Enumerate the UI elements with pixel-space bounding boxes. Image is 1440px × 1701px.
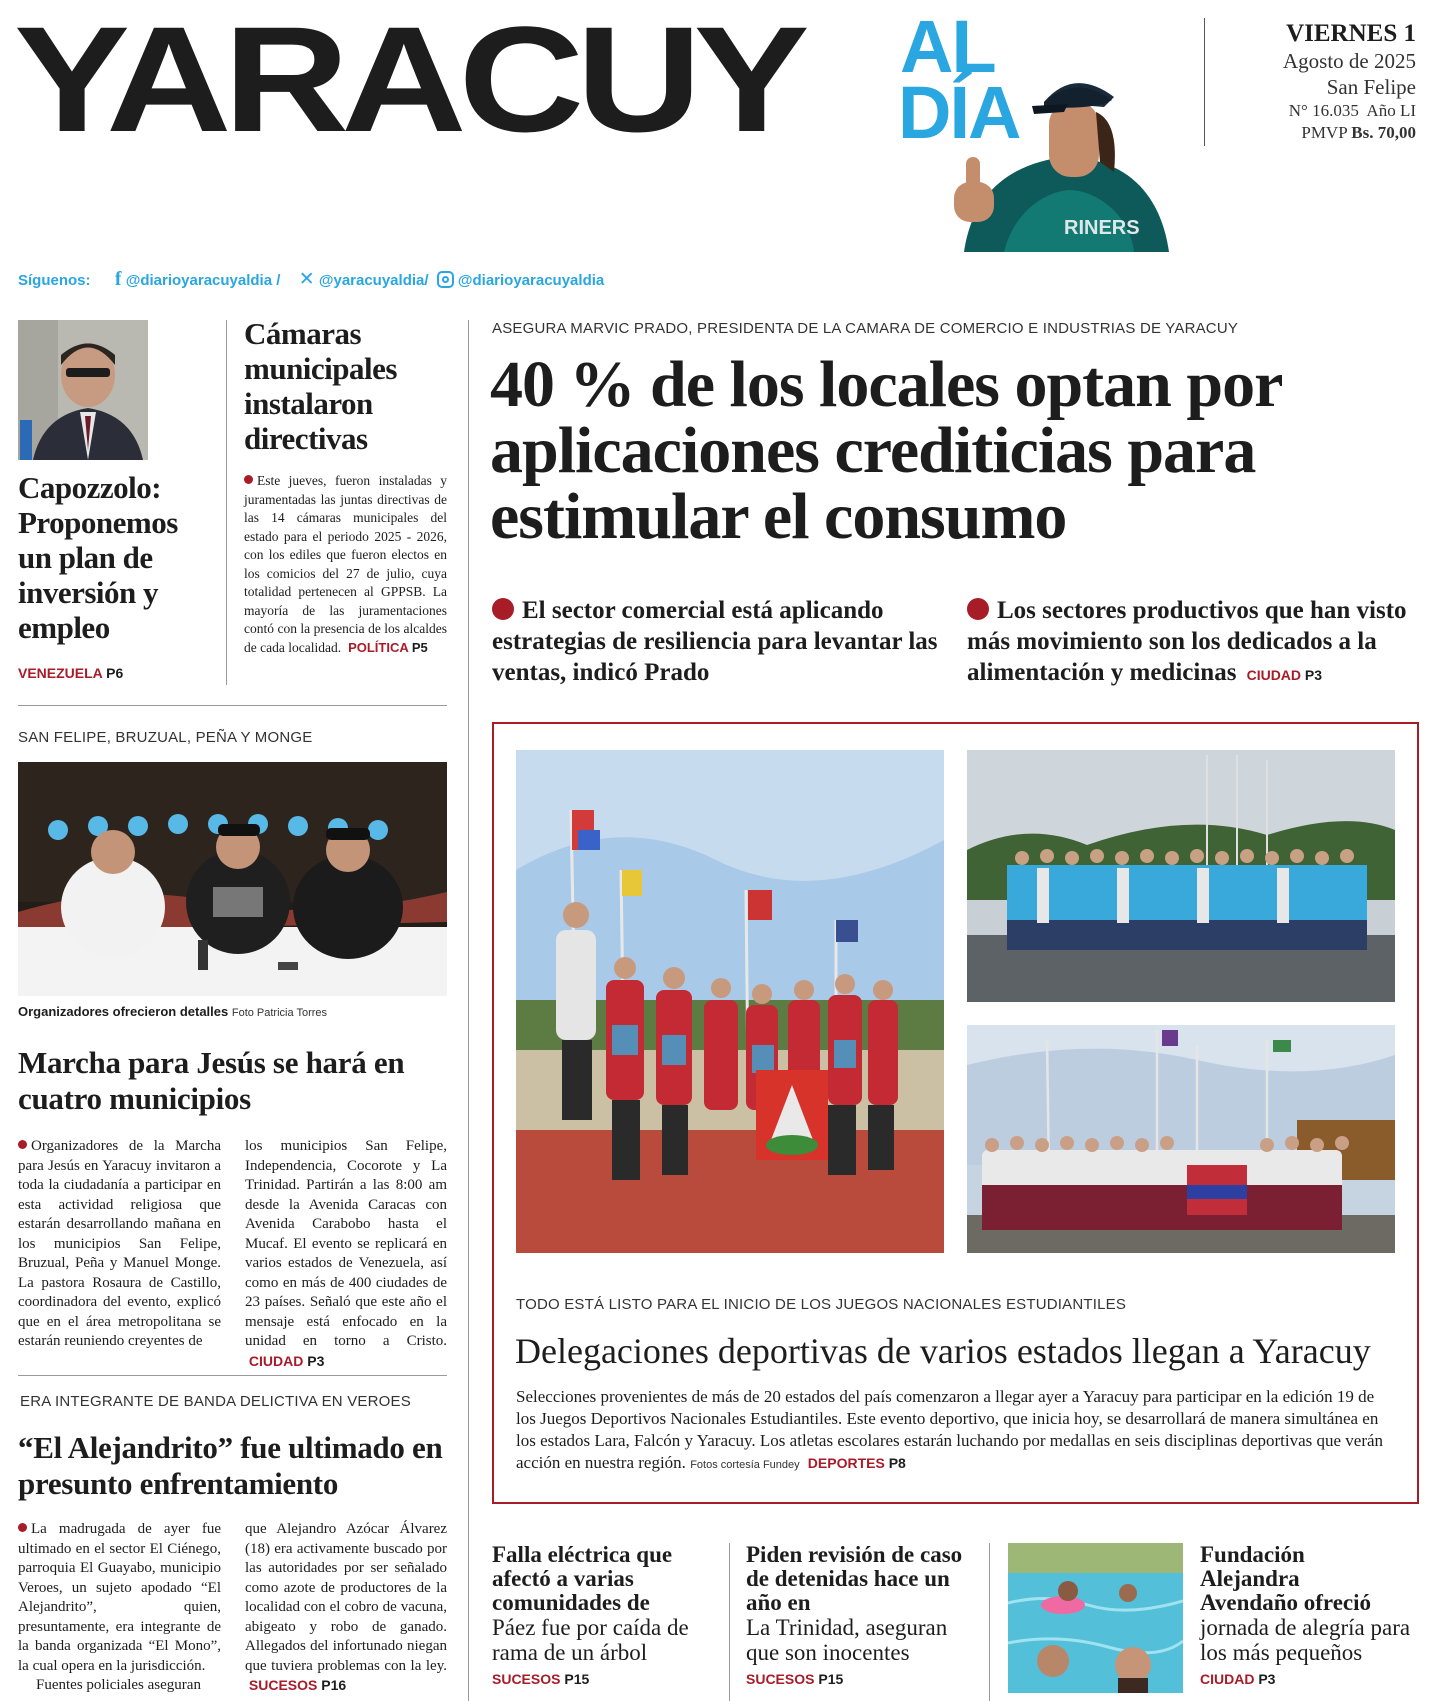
bullet-icon: [967, 598, 989, 620]
brief-fundacion[interactable]: [1200, 1543, 1430, 1687]
alejandrito-kicker: ERA INTEGRANTE DE BANDA DELICTIVA EN VEROES: [20, 1393, 411, 1410]
bottom-divider-1: [729, 1543, 730, 1701]
social-label: Síguenos:: [18, 272, 91, 289]
edition-weekday: VIERNES 1: [1286, 20, 1416, 47]
left-divider-1: [18, 705, 447, 706]
marcha-caption: [18, 1004, 327, 1019]
marcha-body-col1-text: Organizadores de la Marcha para Jesús en Yaracuy invitaron a toda la ciudadanía a participar en esta actividad religiosa que estarán desarrollando mañana en los municipios San Felipe, Bruzual, Peña y Manuel Monge. La pastora Rosaura de Castillo, coordinadora del evento, explicó que en el área metropolitana se estarán reuniendo creyentes de: [18, 1138, 221, 1349]
camaras-body: [244, 472, 447, 657]
marcha-body-col2: [245, 1137, 447, 1372]
masthead-divider: [1204, 18, 1205, 146]
bullet-icon: [18, 1140, 27, 1149]
price-label: PMVP: [1301, 123, 1348, 142]
marcha-caption-bold: Organizadores ofrecieron detalles: [18, 1004, 229, 1019]
marcha-section-tag[interactable]: [245, 1353, 324, 1369]
edition-year: Año LI: [1366, 101, 1416, 120]
camaras-body-text: Este jueves, fueron instaladas y juramentadas las juntas directivas de las 14 cámaras municipales del estado para el periodo 2025 - 2026, con los ediles que fueron electos en los comicios del 27 de julio, cuya totalidad pertenecen al GPPSB. La mayoría de las juramentaciones contó con la presencia de los alcaldes de cada localidad.: [244, 473, 447, 655]
juegos-credit: Fotos cortesía Fundey: [690, 1459, 800, 1471]
marcha-caption-credit: Foto Patricia Torres: [231, 1007, 328, 1019]
brand-yaracuy: YARACUY: [14, 0, 802, 163]
brief-fundacion-bold: Fundación Alejandra Avendaño ofreció: [1200, 1542, 1371, 1615]
alejandrito-section-tag[interactable]: [245, 1677, 346, 1693]
alejandrito-headline[interactable]: “El Alejandrito” fue ultimado en presunto enfrentamiento: [18, 1430, 443, 1501]
marcha-headline[interactable]: Marcha para Jesús se hará en cuatro municipios: [18, 1045, 405, 1116]
marcha-page: P3: [307, 1352, 325, 1369]
instagram-link[interactable]: @diarioyaracuyaldia: [457, 272, 605, 289]
brief-falla-section-tag[interactable]: [492, 1671, 702, 1687]
camaras-section-tag[interactable]: [344, 640, 427, 655]
marcha-kicker: SAN FELIPE, BRUZUAL, PEÑA Y MONGE: [18, 729, 313, 746]
pool-children-photo: [1008, 1543, 1183, 1693]
lead-section-tag[interactable]: [1243, 667, 1322, 683]
edition-price-line: [1214, 122, 1416, 144]
camaras-headline[interactable]: Cámaras municipales instalaron directivas: [244, 316, 397, 456]
left-divider-2: [18, 1375, 447, 1376]
column-divider-top: [226, 320, 227, 685]
capozzolo-headline[interactable]: Capozzolo: Proponemos un plan de inversión y empleo: [18, 470, 178, 645]
brief-piden-bold: Piden revisión de caso de detenidas hace un año en: [746, 1542, 963, 1615]
x-icon[interactable]: ✕: [298, 269, 315, 290]
brief-falla-light: Páez fue por caída de rama de un árbol: [492, 1615, 689, 1665]
juegos-section: DEPORTES: [807, 1455, 885, 1471]
brief-piden-light: La Trinidad, aseguran que son inocentes: [746, 1615, 948, 1665]
brief-falla-bold: Falla eléctrica que afectó a varias comunidades de: [492, 1542, 673, 1615]
lead-point-2: [967, 595, 1422, 691]
brief-falla[interactable]: [492, 1543, 702, 1687]
edition-city: San Felipe: [1326, 75, 1416, 99]
capozzolo-section: VENEZUELA: [18, 665, 103, 681]
edition-number: N° 16.035: [1288, 101, 1359, 120]
alejandrito-body-col1b: Fuentes policiales aseguran: [36, 1677, 201, 1693]
juegos-body: [516, 1386, 1396, 1476]
juegos-body-text: Selecciones provenientes de más de 20 estados del país comenzaron a llegar ayer a Yaracuy para participar en la edición 19 de los Juegos Deportivos Nacionales Estudiantiles. Este evento deportivo, que inicia hoy, se desarrollará de manera simultánea en los estados Lara, Falcón y Yaracuy. Los atletas escolares estarán luchando por medallas en seis disciplinas deportivas que verán acción en nuestra región.: [516, 1387, 1384, 1472]
camaras-page: P5: [411, 639, 428, 655]
juegos-photo-ceremony: [516, 750, 944, 1253]
brand-al: AL: [900, 5, 995, 88]
lead-point-2-text: Los sectores productivos que han visto más movimiento son los dedicados a la alimentación y medicinas: [967, 597, 1407, 686]
bullet-icon: [492, 598, 514, 620]
lead-point-1-text: El sector comercial está aplicando estrategias de resiliencia para levantar las ventas, indicó Prado: [492, 597, 938, 686]
jersey-text: RINERS: [1064, 217, 1140, 239]
juegos-headline[interactable]: Delegaciones deportivas de varios estados llegan a Yaracuy: [515, 1331, 1371, 1371]
alejandrito-body-col2-text: que Alejandro Azócar Álvarez (18) era activamente buscado por las autoridades por ser señalado como azote de productores de la localidad con el cobro de vacuna, abigeato y robo de ganado. Allegados del infortunado niegan que tuviera problemas con la ley.: [245, 1521, 447, 1674]
lead-page: P3: [1304, 667, 1323, 683]
marcha-section: CIUDAD: [248, 1352, 304, 1369]
banner-section-tag: [1311, 211, 1409, 227]
capozzolo-page: P6: [106, 665, 124, 681]
lead-headline[interactable]: 40 % de los locales optan por aplicaciones crediticias para estimular el consumo: [490, 348, 1282, 553]
bullet-icon: [244, 475, 253, 484]
marcha-photo: [18, 762, 447, 996]
brand-dia: DÍA: [898, 71, 1020, 154]
facebook-icon[interactable]: f: [114, 268, 122, 290]
lead-section: CIUDAD: [1246, 667, 1302, 683]
x-link[interactable]: @yaracuyaldia/: [318, 272, 429, 289]
brief-fundacion-section: CIUDAD: [1200, 1671, 1255, 1687]
main-column-divider: [468, 320, 469, 1701]
marcha-body-col2-text: los municipios San Felipe, Independencia, Cocorote y La Trinidad. Partirán a las 8:00 am desde la Avenida Caracas con Avenida Carabobo hasta el Mucaf. El evento se replicará en varios estados de Venezuela, así como en más de 400 ciudades de 23 países. Señaló que este año el mensaje está enfocado en la unidad en torno a Cristo.: [245, 1138, 447, 1349]
brief-piden-section-tag[interactable]: [746, 1671, 976, 1687]
banner-headline: Marineros de Seattle tiene de regreso a Eugenio Suárez: [45, 197, 867, 236]
social-bar: [18, 268, 604, 291]
alejandrito-body-col1: [18, 1520, 221, 1696]
brief-piden[interactable]: [746, 1543, 976, 1687]
juegos-section-tag[interactable]: [804, 1455, 906, 1471]
camaras-section: POLÍTICA: [348, 639, 409, 655]
brief-falla-section: SUCESOS: [492, 1671, 561, 1687]
marcha-body-col1: [18, 1137, 221, 1352]
lead-point-1: [492, 595, 947, 688]
edition-date: Agosto de 2025: [1283, 49, 1416, 73]
alejandrito-section: SUCESOS: [248, 1677, 318, 1693]
capozzolo-section-tag[interactable]: [18, 665, 123, 681]
baseball-player-photo: [944, 62, 1174, 252]
banner-section: DEPORTES: [1310, 211, 1388, 227]
brief-fundacion-section-tag[interactable]: [1200, 1671, 1430, 1687]
juegos-photo-group: [967, 750, 1395, 1002]
capozzolo-photo: [18, 320, 148, 460]
sports-banner[interactable]: [17, 187, 1423, 250]
facebook-link[interactable]: @diarioyaracuyaldia /: [125, 272, 281, 289]
lead-kicker: ASEGURA MARVIC PRADO, PRESIDENTA DE LA CAMARA DE COMERCIO E INDUSTRIAS DE YARACUY: [492, 320, 1239, 337]
bottom-divider-2: [989, 1543, 990, 1701]
banner-page: P9: [1391, 211, 1409, 227]
brief-piden-section: SUCESOS: [746, 1671, 815, 1687]
brief-piden-page: P15: [818, 1671, 844, 1687]
brief-falla-page: P15: [564, 1671, 590, 1687]
brief-fundacion-page: P3: [1258, 1671, 1276, 1687]
bullet-icon: [18, 1523, 27, 1532]
instagram-icon[interactable]: [437, 271, 454, 288]
alejandrito-body-col1-text: La madrugada de ayer fue ultimado en el sector El Ciénego, parroquia El Guayabo, municipio Veroes, un sujeto apodado “El Alejandrito”, quien, presuntamente, era integrante de la banda organizada “El Mono”, la cual opera en la jurisdicción.: [18, 1521, 221, 1674]
edition-info: [1214, 20, 1416, 144]
juegos-page: P8: [888, 1455, 906, 1471]
juegos-photo-flag-delegation: [967, 1025, 1395, 1253]
alejandrito-page: P16: [321, 1677, 347, 1693]
brief-fundacion-light: jornada de alegría para los más pequeños: [1200, 1615, 1411, 1665]
alejandrito-body-col2: [245, 1520, 447, 1697]
juegos-kicker: TODO ESTÁ LISTO PARA EL INICIO DE LOS JUEGOS NACIONALES ESTUDIANTILES: [516, 1296, 1127, 1313]
price-value: Bs. 70,00: [1351, 123, 1416, 142]
edition-number-line: [1214, 100, 1416, 122]
